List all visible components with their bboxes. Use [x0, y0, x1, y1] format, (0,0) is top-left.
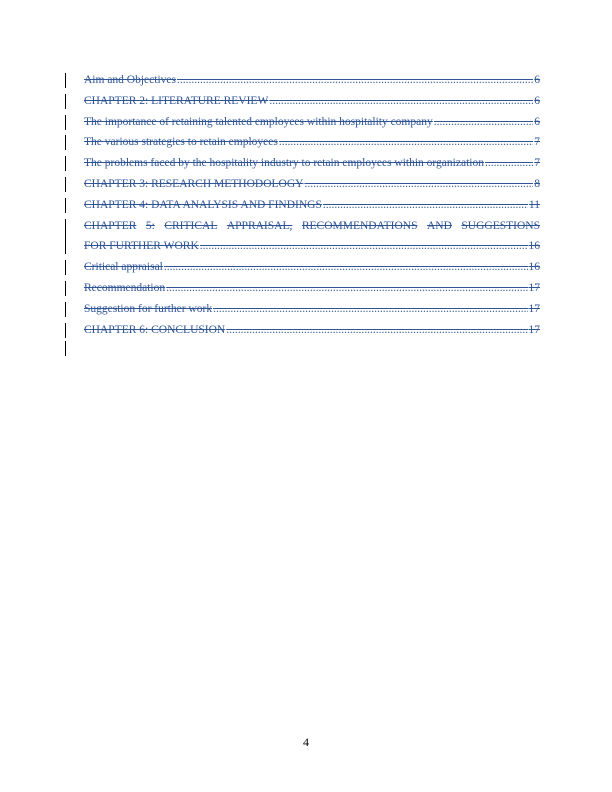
toc-entry-chapter-3[interactable] [84, 174, 540, 195]
revision-bar [65, 341, 66, 356]
revision-bar [65, 115, 66, 130]
toc-page-number: 7 [534, 157, 540, 170]
toc-entry-title: Aim and Objectives [84, 74, 176, 86]
title-word: APPRAISAL, [226, 219, 293, 232]
toc-entry-title: Suggestion for further work [84, 302, 213, 315]
toc-page-number: 7 [534, 136, 540, 149]
toc-page-number: 17 [528, 281, 540, 294]
toc-page-number: 6 [534, 74, 540, 86]
revision-bar [65, 177, 66, 192]
title-word: AND [426, 219, 452, 232]
toc-entry-aim-objectives[interactable] [84, 70, 540, 91]
toc-entry-recommendation[interactable] [84, 278, 540, 299]
toc-entry-title: CHAPTER 3: RESEARCH METHODOLOGY [84, 177, 304, 190]
toc-entry-title-continued: FOR FURTHER WORK [84, 240, 199, 253]
toc-page-number: 17 [528, 323, 540, 336]
revision-bar [65, 281, 66, 296]
dot-leader [485, 153, 533, 174]
title-word: SUGGESTIONS [461, 219, 540, 232]
revision-bar [65, 302, 66, 317]
dot-leader [323, 195, 528, 216]
toc-entry-chapter-4[interactable] [84, 195, 540, 216]
toc-entry-title-line [84, 216, 540, 237]
dot-leader [304, 174, 533, 195]
dot-leader [177, 70, 533, 91]
toc-page-number: 6 [534, 94, 540, 107]
dot-leader [166, 278, 527, 299]
toc-page-number: 17 [528, 302, 540, 315]
toc-entry-importance-retaining[interactable] [84, 112, 540, 133]
toc-page-number: 16 [528, 240, 540, 253]
toc-page-number: 6 [534, 115, 540, 128]
toc-entry-title: Recommendation [84, 281, 166, 294]
revision-bar [65, 260, 66, 275]
title-word: 5: [145, 219, 155, 232]
dot-leader [269, 91, 533, 112]
toc-entry-critical-appraisal[interactable] [84, 257, 540, 278]
revision-bar [65, 94, 66, 109]
revision-bar [65, 219, 66, 254]
revision-bar [65, 156, 66, 171]
dot-leader [200, 236, 528, 257]
toc-entry-title: The importance of retaining talented employees within hospitality company [84, 115, 433, 128]
dot-leader [279, 132, 533, 153]
toc-entry-suggestion[interactable] [84, 299, 540, 320]
toc-entry-title: The various strategies to retain employees [84, 136, 278, 149]
toc-entry-title: The problems faced by the hospitality industry to retain employees within organization [84, 157, 484, 170]
page-number: 4 [303, 735, 309, 749]
toc-entry-title: CHAPTER 6: CONCLUSION [84, 323, 226, 336]
toc-entry-strategies[interactable] [84, 132, 540, 153]
toc-entry-chapter-5[interactable] [84, 216, 540, 258]
title-word: RECOMMENDATIONS [301, 219, 418, 232]
toc-entry-title: CHAPTER 4: DATA ANALYSIS AND FINDINGS [84, 198, 322, 211]
toc-entry-title: CHAPTER 2: LITERATURE REVIEW [84, 94, 269, 107]
revision-bar [65, 135, 66, 150]
dot-leader [434, 112, 534, 133]
revision-bar [65, 323, 66, 338]
toc-page-number: 16 [528, 261, 540, 274]
revision-bar [65, 198, 66, 213]
dot-leader [213, 299, 527, 320]
revision-bar [65, 73, 66, 88]
toc-page-number: 11 [528, 198, 540, 211]
dot-leader [226, 320, 527, 341]
toc-entry-problems[interactable] [84, 153, 540, 174]
toc-entry-title: Critical appraisal [84, 261, 163, 274]
toc-entry-chapter-6[interactable] [84, 320, 540, 341]
dot-leader [164, 257, 528, 278]
title-word: CHAPTER [84, 219, 137, 232]
table-of-contents [84, 70, 540, 340]
toc-page-number: 8 [534, 177, 540, 190]
toc-entry-chapter-2[interactable] [84, 91, 540, 112]
title-word: CRITICAL [164, 219, 218, 232]
